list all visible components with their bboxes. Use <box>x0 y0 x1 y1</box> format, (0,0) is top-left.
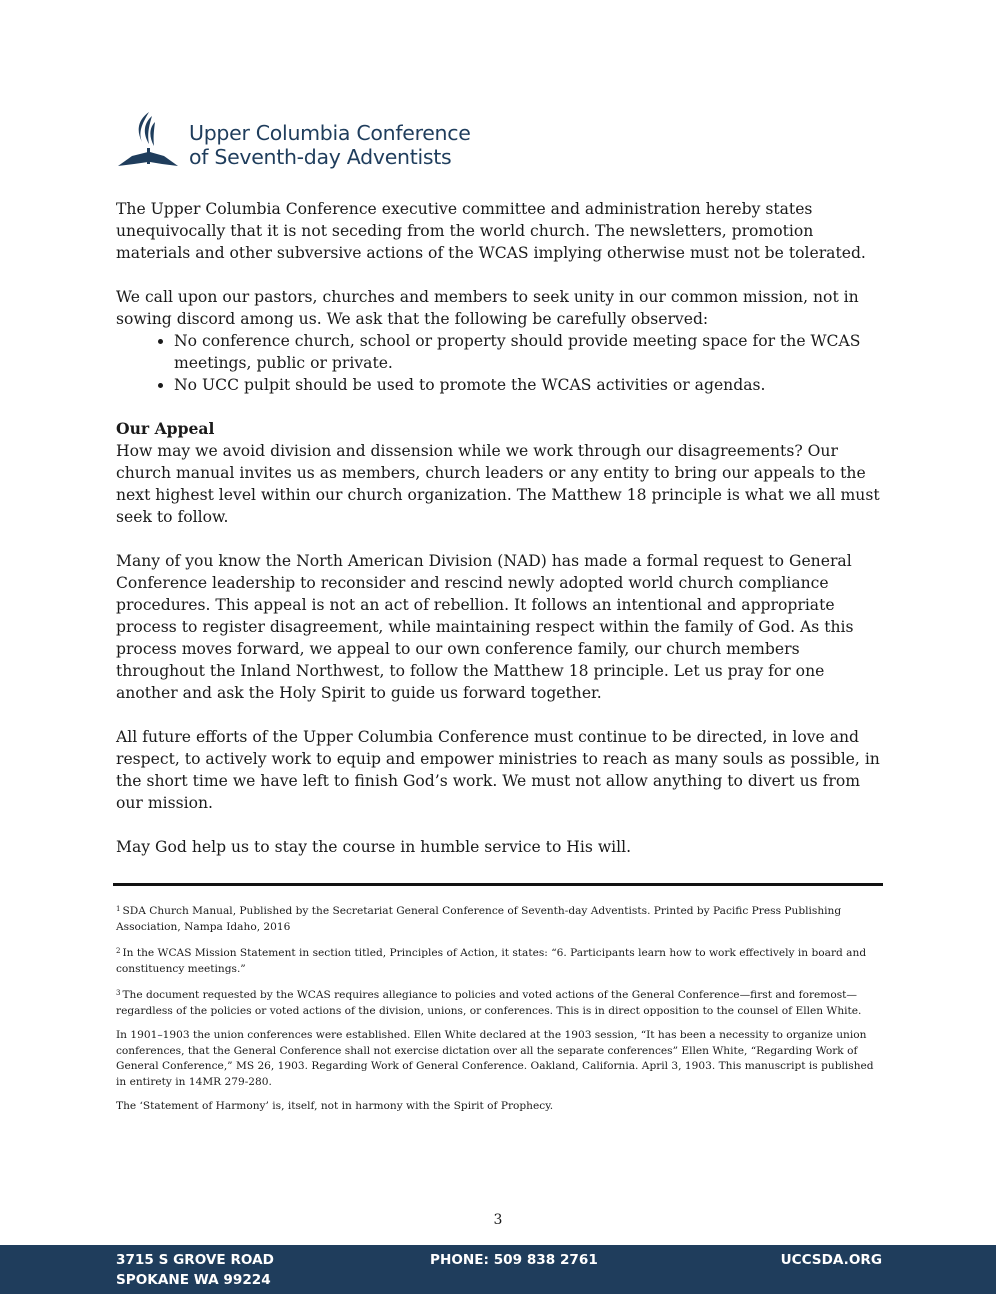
address-line2: SPOKANE WA 99224 <box>116 1272 271 1288</box>
org-name-line2: of Seventh-day Adventists <box>189 145 452 169</box>
footnotes <box>116 902 886 1124</box>
list-item: • No conference church, school or property should provide meeting space for the WCAS meetings, public or private. <box>174 330 886 374</box>
list-item: • No UCC pulpit should be used to promote the WCAS activities or agendas. <box>174 374 886 396</box>
footnote-3: $^3$ The document requested by the WCAS requires allegiance to policies and voted actions of the General Conference—first and foremost—regardless of the policies or voted actions of the division, unions, or conferences. This is in direct opposition to the counsel of Ellen White. <box>116 989 862 1017</box>
footer-bar <box>0 1245 996 1294</box>
letter-body <box>116 198 886 880</box>
footnote-number: 2 <box>116 947 121 955</box>
footnote-number: 1 <box>116 905 121 913</box>
org-name-line1: Upper Columbia Conference <box>189 121 471 145</box>
observance-list <box>116 330 886 396</box>
page-number: 3 <box>493 1212 503 1228</box>
footer-address <box>116 1250 274 1290</box>
paragraph-call-for-unity: We call upon our pastors, churches and members to seek unity in our common mission, not in sowing discord among us. We ask that the following be carefully observed: <box>116 288 859 328</box>
footnote-3-continued: In 1901–1903 the union conferences were established. Ellen White declared at the 1903 session, “It has been a necessity to organize union conferences, that the General Conference shall not exercise dictation over all the separate conferences” Ellen White, “Regarding Work of General Conference,” MS 26, 1903. Regarding Work of General Conference. Oakland, California. April 3, 1903. This manuscript is published in entirety in 14MR 279-280. <box>116 1029 874 1088</box>
footnote-divider <box>113 883 883 886</box>
paragraph-secession-statement: The Upper Columbia Conference executive committee and administration hereby states unequivocally that it is not seceding from the world church. The newsletters, promotion materials and other subversive actions of the WCAS implying otherwise must not be tolerated. <box>116 200 866 262</box>
footnote-2: $^2$ In the WCAS Mission Statement in section titled, Principles of Action, it states: “6. Participants learn how to work effectively in board and constituency meetings.” <box>116 947 867 975</box>
footer-website: UCCSDA.ORG <box>780 1252 882 1268</box>
conference-logo <box>116 110 496 172</box>
address-line1: 3715 S GROVE ROAD <box>116 1252 274 1268</box>
paragraph-closing: May God help us to stay the course in humble service to His will. <box>116 838 632 856</box>
sda-flame-bible-icon <box>116 110 180 170</box>
footnote-number: 3 <box>116 989 121 997</box>
footnote-1: $^1$ SDA Church Manual, Published by the Secretariat General Conference of Seventh-day Adventists. Printed by Pacific Press Publishing Association, Nampa Idaho, 2016 <box>116 905 842 933</box>
paragraph-avoid-division: How may we avoid division and dissension while we work through our disagreements? Our church manual invites us as members, church leaders or any entity to bring our appeals to the next highest level within our church organization. The Matthew 18 principle is what we all must seek to follow. <box>116 442 880 526</box>
footer-phone: PHONE: 509 838 2761 <box>430 1252 598 1268</box>
paragraph-nad-request: Many of you know the North American Division (NAD) has made a formal request to General Conference leadership to reconsider and rescind newly adopted world church compliance procedures. This appeal is not an act of rebellion. It follows an intentional and appropriate process to register disagreement, while maintaining respect within the family of God. As this process moves forward, we appeal to our own conference family, our church members throughout the Inland Northwest, to follow the Matthew 18 principle. Let us pray for one another and ask the Holy Spirit to guide us forward together. <box>116 552 854 702</box>
section-heading-our-appeal: Our Appeal <box>116 419 215 438</box>
footnote-3-conclusion: The ‘Statement of Harmony’ is, itself, not in harmony with the Spirit of Prophecy. <box>116 1100 554 1112</box>
paragraph-future-efforts: All future efforts of the Upper Columbia Conference must continue to be directed, in love and respect, to actively work to equip and empower ministries to reach as many souls as possible, in the short time we have left to finish God’s work. We must not allow anything to divert us from our mission. <box>116 728 880 812</box>
